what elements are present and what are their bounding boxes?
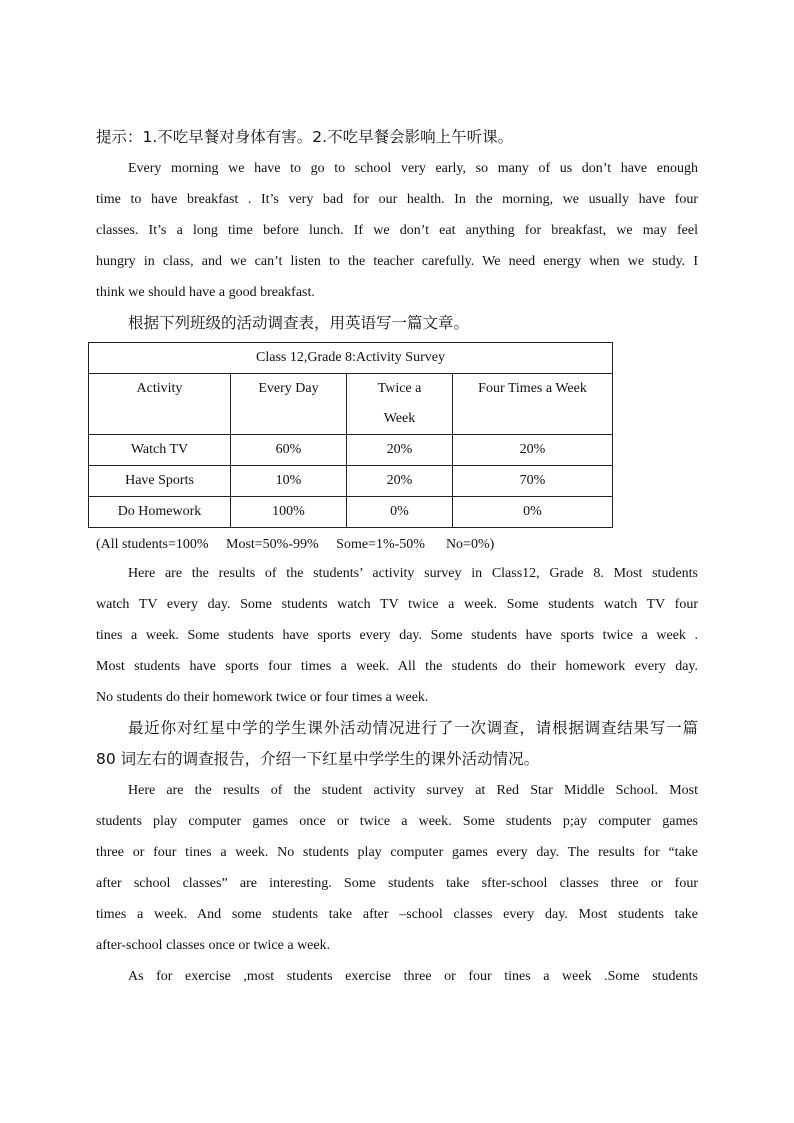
table-cell: 20% — [347, 435, 453, 466]
table-legend: (All students=100% Most=50%-99% Some=1%-50% No=0%) — [96, 537, 495, 552]
table-cell: Do Homework — [89, 497, 231, 528]
instruction-line: 80 词左右的调查报告，介绍一下红星中学学生的课外活动情况。 — [96, 750, 540, 768]
table-title-row — [89, 343, 613, 374]
essay-line: times a week. And some students take after –school classes every day. Most students take — [96, 907, 698, 922]
table-cell: Have Sports — [89, 466, 231, 497]
table-row — [89, 435, 613, 466]
instruction-survey-table: 根据下列班级的活动调查表，用英语写一篇文章。 — [128, 314, 470, 332]
header-twice-a-week — [347, 374, 453, 435]
header-twice-line1: Twice a — [377, 381, 422, 396]
table-cell: 100% — [231, 497, 347, 528]
instruction-line: 最近你对红星中学的学生课外活动情况进行了一次调查，请根据调查结果写一篇 — [128, 719, 698, 737]
header-twice-line2: Week — [383, 411, 416, 426]
essay-breakfast — [96, 153, 698, 308]
table-cell: 0% — [453, 497, 613, 528]
table-cell: 0% — [347, 497, 453, 528]
header-four-times-a-week: Four Times a Week — [453, 374, 613, 435]
table-cell: 20% — [347, 466, 453, 497]
essay-line: Here are the results of the students’ activity survey in Class12, Grade 8. Most students — [128, 566, 698, 581]
essay-line: Here are the results of the student activity survey at Red Star Middle School. Most — [128, 783, 698, 798]
table-header-row — [89, 374, 613, 435]
essay-survey-results — [96, 558, 698, 713]
essay-line: students play computer games once or twice a week. Some students p;ay computer games — [96, 814, 698, 829]
essay-line: No students do their homework twice or four times a week. — [96, 690, 429, 705]
table-row — [89, 466, 613, 497]
essay-line: think we should have a good breakfast. — [96, 285, 315, 300]
table-row — [89, 497, 613, 528]
essay-line: hungry in class, and we can’t listen to the teacher carefully. We need energy when we study. I — [96, 254, 698, 269]
table-title: Class 12,Grade 8:Activity Survey — [89, 343, 613, 374]
document-page — [96, 122, 698, 992]
essay-line: Every morning we have to go to school very early, so many of us don’t have enough — [128, 161, 698, 176]
essay-line: tines a week. Some students have sports every day. Some students have sports twice a week . — [96, 628, 698, 643]
table-cell: 60% — [231, 435, 347, 466]
essay-exercise-line: As for exercise ,most students exercise three or four tines a week .Some students — [128, 969, 698, 984]
header-activity: Activity — [89, 374, 231, 435]
activity-survey-table — [88, 342, 613, 528]
essay-line: Most students have sports four times a week. All the students do their homework every day. — [96, 659, 698, 674]
essay-line: time to have breakfast . It’s very bad for our health. In the morning, we usually have four — [96, 192, 698, 207]
essay-red-star-report — [96, 775, 698, 961]
essay-line: after school classes” are interesting. Some students take sfter-school classes three or four — [96, 876, 698, 891]
essay-line: three or four tines a week. No students play computer games every day. The results for “take — [96, 845, 698, 860]
table-cell: 70% — [453, 466, 613, 497]
table-cell: Watch TV — [89, 435, 231, 466]
essay-line: watch TV every day. Some students watch TV twice a week. Some students watch TV four — [96, 597, 698, 612]
instruction-red-star-survey — [96, 713, 698, 775]
essay-line: classes. It’s a long time before lunch. If we don’t eat anything for breakfast, we may feel — [96, 223, 698, 238]
header-every-day: Every Day — [231, 374, 347, 435]
table-cell: 10% — [231, 466, 347, 497]
table-cell: 20% — [453, 435, 613, 466]
hint-line: 提示：1.不吃早餐对身体有害。2.不吃早餐会影响上午听课。 — [96, 128, 514, 146]
essay-line: after-school classes once or twice a week. — [96, 938, 331, 953]
